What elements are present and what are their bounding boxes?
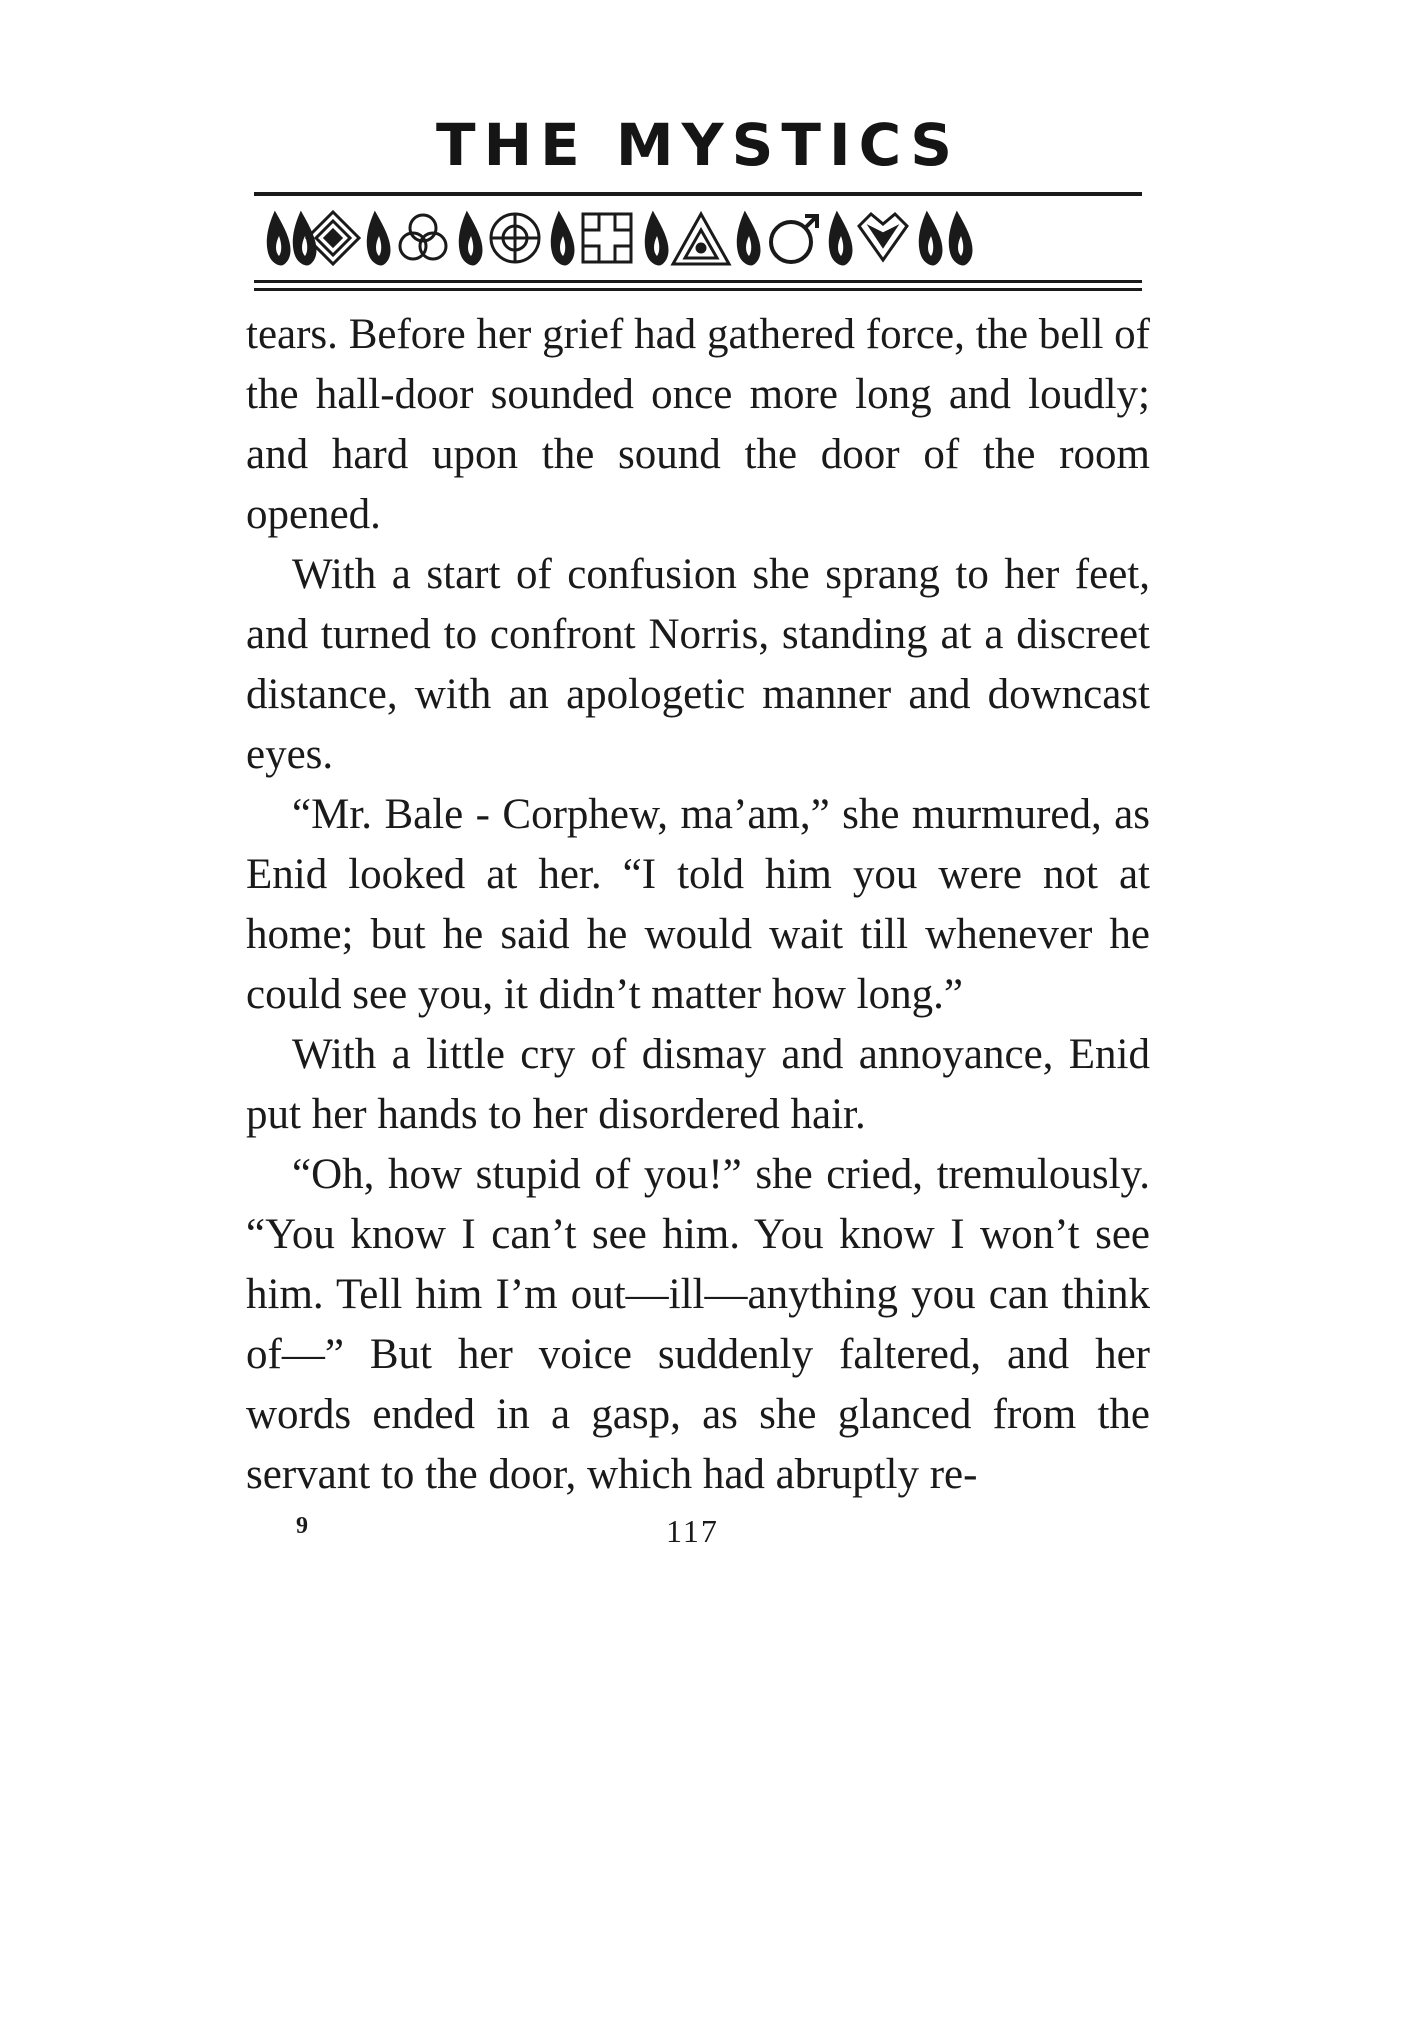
interlaced-rings-icon: [400, 215, 446, 259]
book-page: [246, 110, 1150, 1573]
circled-cross-icon: [491, 214, 539, 262]
flame-icon: [646, 214, 667, 264]
paragraph: With a start of confusion she sprang to her feet, and turned to confront Norris, standing at a discreet distance, with an apologetic manner and downcast eyes.: [246, 551, 1150, 778]
page-footer: [246, 1513, 1150, 1573]
flame-icon: [920, 214, 941, 264]
running-title: THE MYSTICS: [436, 111, 960, 179]
mystic-symbols-ornament: [253, 206, 1143, 270]
fret-square-icon: [583, 214, 631, 262]
header-rule-bottom: [254, 280, 1142, 291]
paragraph: “Mr. Bale - Corphew, ma’am,” she murmured, as Enid looked at her. “I told him you were not at home; but he said he would wait till whenever he could see you, it didn’t matter how long.”: [246, 791, 1150, 1018]
heart-diamond-icon: [859, 214, 907, 260]
flame-icon: [268, 214, 289, 264]
paragraph: “Oh, how stupid of you!” she cried, tremulously. “You know I can’t see him. You know I won’t see him. Tell him I’m out—ill—anything you can think of—” But her voice suddenly faltered, and her words ended in a gasp, as she glanced from the servant to the door, which had abruptly re-: [246, 1151, 1150, 1498]
signature-mark: 9: [296, 1513, 308, 1539]
flame-icon: [830, 214, 851, 264]
body-text: [246, 305, 1150, 1505]
ornament-band: [246, 196, 1150, 280]
flame-icon: [460, 214, 481, 264]
triangle-eye-icon: [673, 214, 729, 264]
flame-icon: [294, 214, 315, 264]
page-number: 117: [666, 1513, 719, 1549]
flame-icon: [738, 214, 759, 264]
mars-symbol-icon: [771, 216, 817, 262]
flame-icon: [552, 214, 573, 264]
paragraph: With a little cry of dismay and annoyance, Enid put her hands to her disordered hair.: [246, 1031, 1150, 1138]
flame-icon: [368, 214, 389, 264]
flame-icon: [950, 214, 971, 264]
paragraph: tears. Before her grief had gathered force, the bell of the hall-door sounded once more long and loudly; and hard upon the sound the door of the room opened.: [246, 311, 1150, 538]
